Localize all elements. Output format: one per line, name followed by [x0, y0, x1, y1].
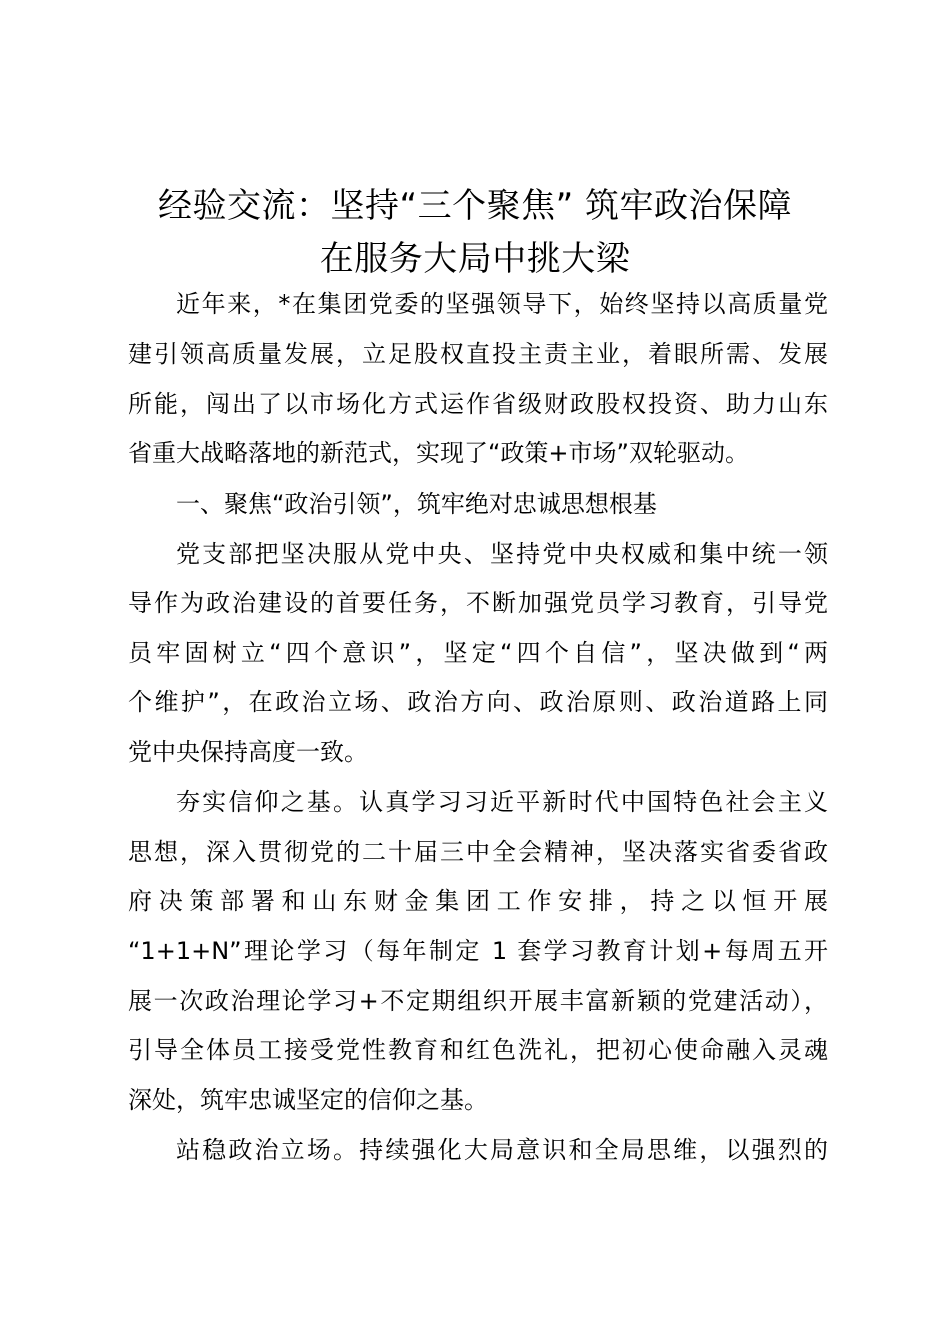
paragraph-line: “1+1+N”理论学习（每年制定 1 套学习教育计划+每周五开 — [128, 937, 828, 965]
paragraph-line: 个维护”，在政治立场、政治方向、政治原则、政治道路上同 — [128, 688, 828, 716]
section-heading: 一、聚焦“政治引领”，筑牢绝对忠诚思想根基 — [176, 490, 657, 518]
paragraph-line: 所能，闯出了以市场化方式运作省级财政股权投资、助力山东 — [128, 390, 828, 418]
paragraph-line: 深处，筑牢忠诚坚定的信仰之基。 — [128, 1086, 488, 1114]
paragraph-line: 党支部把坚决服从党中央、坚持党中央权威和集中统一领 — [176, 540, 828, 568]
paragraph-line: 省重大战略落地的新范式，实现了“政策+市场”双轮驱动。 — [128, 439, 749, 467]
paragraph-line: 导作为政治建设的首要任务，不断加强党员学习教育，引导党 — [128, 589, 828, 617]
paragraph-line: 府决策部署和山东财金集团工作安排，持之以恒开展 — [128, 887, 828, 915]
paragraph-line: 员牢固树立“四个意识”，坚定“四个自信”，坚决做到“两 — [128, 639, 828, 667]
paragraph-line: 夯实信仰之基。认真学习习近平新时代中国特色社会主义 — [176, 788, 828, 816]
paragraph-line: 思想，深入贯彻党的二十届三中全会精神，坚决落实省委省政 — [128, 838, 828, 866]
paragraph-line: 展一次政治理论学习+不定期组织开展丰富新颖的党建活动）， — [128, 987, 828, 1015]
paragraph-line: 建引领高质量发展，立足股权直投主责主业，着眼所需、发展 — [128, 340, 828, 368]
paragraph-line: 近年来，*在集团党委的坚强领导下，始终坚持以高质量党 — [176, 290, 828, 318]
paragraph-line: 站稳政治立场。持续强化大局意识和全局思维，以强烈的 — [176, 1136, 828, 1164]
paragraph-line: 引导全体员工接受党性教育和红色洗礼，把初心使命融入灵魂 — [128, 1036, 828, 1064]
document-title-line-2: 在服务大局中挑大梁 — [319, 239, 631, 279]
paragraph-line: 党中央保持高度一致。 — [128, 738, 368, 766]
document-title-line-1: 经验交流：坚持“三个聚焦” 筑牢政治保障 — [157, 186, 793, 226]
